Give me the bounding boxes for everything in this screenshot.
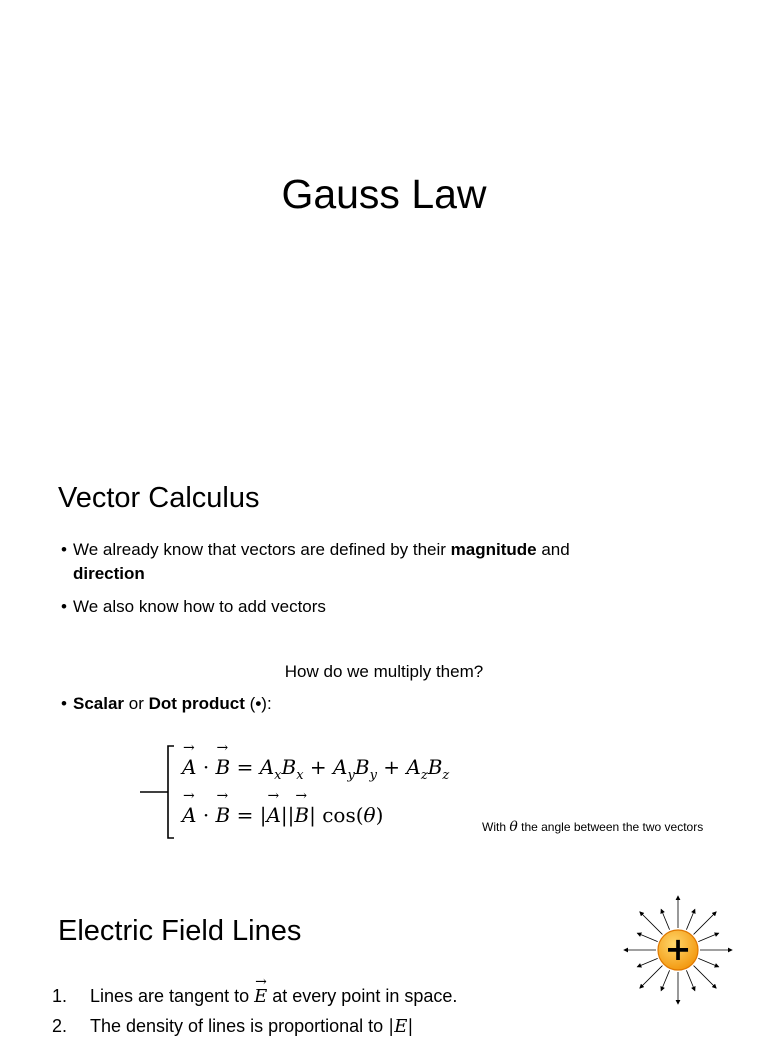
field-line-arrow: [661, 909, 669, 929]
theta-symbol: θ: [509, 819, 518, 835]
bullet-text: or: [124, 694, 149, 713]
bullet-text: We already know that vectors are defined by their: [73, 540, 451, 559]
field-line-arrow: [661, 970, 669, 990]
section-heading-vector-calculus: Vector Calculus: [58, 482, 260, 514]
field-line-arrow: [686, 909, 694, 929]
bullet-dot: •: [61, 540, 67, 559]
bold-text: Scalar: [73, 694, 125, 713]
list-item: [52, 984, 652, 1008]
bullet-dot: •: [61, 597, 67, 616]
field-line-arrow: [698, 958, 718, 966]
bullet-item: [61, 538, 733, 586]
bullet-text: ):: [261, 694, 272, 713]
field-line-arrow: [686, 970, 694, 990]
equation-dot-product-magnitude: → A · → B = |→ A||→ B| cos(θ): [182, 803, 383, 827]
list-item: [52, 1014, 652, 1038]
section-heading-electric-field-lines: Electric Field Lines: [58, 915, 302, 947]
bullet-text: (: [244, 694, 256, 713]
positive-charge-field-diagram: [618, 888, 738, 1024]
list-text: at every point in space.: [267, 986, 458, 1006]
list-text: Lines are tangent to: [90, 986, 255, 1006]
note-text: the angle between the two vectors: [517, 820, 704, 834]
field-line-arrow: [637, 933, 657, 941]
bold-text: •: [255, 694, 262, 713]
slide-title: Gauss Law: [281, 171, 487, 217]
note-text: With: [482, 820, 510, 834]
bold-text: magnitude: [450, 540, 537, 559]
left-brace-icon: [136, 742, 178, 842]
field-line-arrow: [640, 912, 663, 935]
bullet-text: and: [536, 540, 570, 559]
bold-text: Dot product: [148, 694, 245, 713]
field-line-arrow: [694, 966, 717, 989]
list-text: The density of lines is proportional to: [90, 1016, 389, 1036]
bullet-text: We also know how to add vectors: [73, 597, 326, 616]
bold-text: direction: [73, 564, 145, 583]
title-slide: [0, 0, 768, 432]
e-field-symbol: → E: [254, 985, 267, 1009]
equation-dot-product-components: → A · → $B = A_xB_x + A_yB_y + A_zB_z$: [182, 755, 449, 783]
theta-note: [482, 819, 703, 835]
list-number: 1.: [52, 986, 68, 1006]
question-text: How do we multiply them?: [284, 662, 484, 681]
bullet-item-scalar: [61, 692, 272, 716]
field-line-arrow: [694, 912, 717, 935]
field-line-arrow: [640, 966, 663, 989]
field-line-arrow: [698, 933, 718, 941]
bullet-dot: •: [61, 694, 67, 713]
plus-sign: +: [664, 930, 692, 968]
list-number: 2.: [52, 1016, 68, 1036]
field-line-arrow: [637, 958, 657, 966]
bullet-item: [61, 595, 326, 619]
e-field-symbol: |E|: [388, 1016, 414, 1037]
